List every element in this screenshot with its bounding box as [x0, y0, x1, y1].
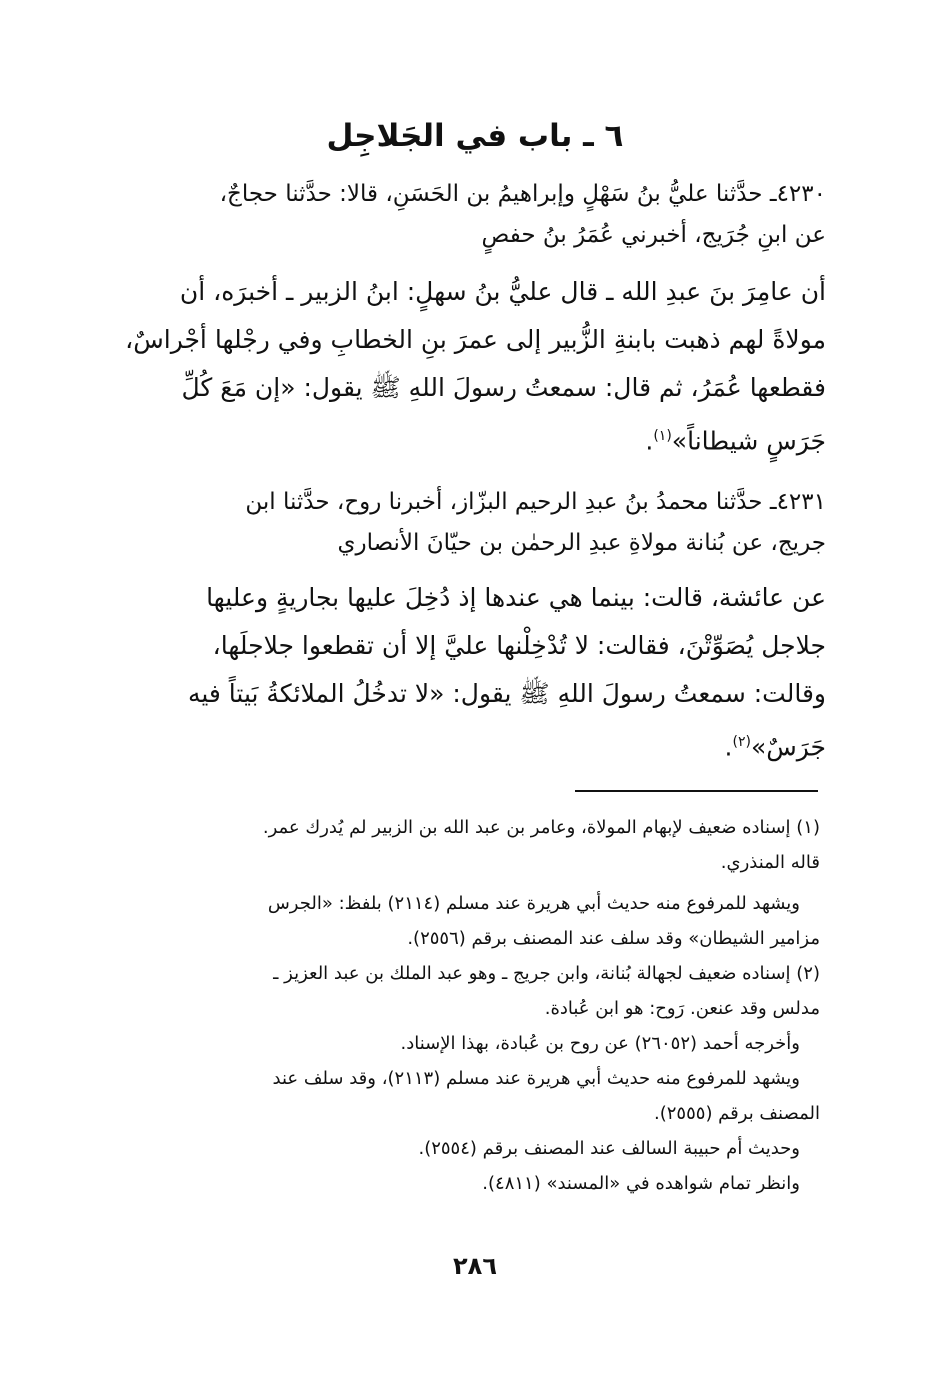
hadith-4231-matn	[108, 574, 826, 771]
matn-line-text: جَرَسٌ»	[750, 732, 826, 762]
footnote-ref-2: (٢)	[732, 734, 751, 750]
footnote-line: وأخرجه أحمد (٢٦٠٥٢) عن روح بن عُبادة، بهذا الإسناد.	[400, 1033, 800, 1054]
footnote-line: مدلس وقد عنعن. رَوح: هو ابن عُبادة.	[544, 998, 820, 1019]
footnote-line: المصنف برقم (٢٥٥٥).	[654, 1103, 820, 1124]
footnote-divider	[575, 790, 818, 792]
isnad-line: ٤٢٣١ـ حدَّثنا محمدُ بنُ عبدِ الرحيم البزّاز، أخبرنا روح، حدَّثنا ابن	[245, 489, 826, 515]
chapter-title: ٦ ـ باب في الجَلاجِل	[326, 118, 624, 154]
footnote-line: (٢) إسناده ضعيف لجهالة بُنانة، وابن جريج ـ وهو عبد الملك بن عبد العزيز ـ	[273, 963, 820, 984]
footnotes	[108, 810, 820, 1201]
isnad-line: ٤٢٣٠ـ حدَّثنا عليُّ بنُ سَهْلٍ وإبراهيمُ بن الحَسَنِ، قالا: حدَّثنا حجاجٌ،	[219, 181, 826, 207]
matn-line: مولاةً لهم ذهبت بابنةِ الزُّبير إلى عمرَ بنِ الخطابِ وفي رجْلها أجْراسٌ،	[125, 325, 826, 354]
footnote-line: مزامير الشيطان» وقد سلف عند المصنف برقم (٢٥٥٦).	[407, 928, 820, 949]
hadith-4230-matn	[108, 268, 826, 465]
isnad-line: جريج، عن بُنانة مولاةِ عبدِ الرحمٰن بن حيّانَ الأنصاري	[337, 530, 826, 556]
footnote-line: وحديث أم حبيبة السالف عند المصنف برقم (٢٥٥٤).	[418, 1138, 800, 1159]
footnote-line: ويشهد للمرفوع منه حديث أبي هريرة عند مسلم (٢١١٤) بلفظ: «الجرس	[267, 893, 800, 914]
footnote-line: (١) إسناده ضعيف لإبهام المولاة، وعامر بن عبد الله بن الزبير لم يُدرك عمر.	[262, 817, 820, 838]
isnad-line: عن ابنِ جُرَيج، أخبرني عُمَرُ بنُ حفصٍ	[481, 222, 826, 248]
matn-line: عن عائشة، قالت: بينما هي عندها إذ دُخِلَ عليها بجاريةٍ وعليها	[206, 583, 826, 612]
matn-line: وقالت: سمعتُ رسولَ اللهِ ﷺ يقول: «لا تدخُلُ الملائكةُ بَيتاً فيه	[187, 679, 826, 708]
hadith-4231-isnad	[108, 478, 826, 568]
matn-line: فقطعها عُمَرُ، ثم قال: سمعتُ رسولَ اللهِ ﷺ يقول: «إن مَعَ كُلِّ	[181, 373, 826, 402]
matn-line: جلاجل يُصَوِّتْنَ، فقالت: لا تُدْخِلْنها عليَّ إلا أن تقطعوا جلاجلَها،	[212, 631, 826, 660]
matn-line: جَرَسٌ»$^{(٢)}$.	[724, 732, 826, 762]
matn-line: جَرَسٍ شيطاناً»$^{(١)}$.	[645, 426, 826, 456]
hadith-4230-isnad	[108, 170, 826, 260]
footnote-line: قاله المنذري.	[720, 852, 820, 873]
footnote-line: وانظر تمام شواهده في «المسند» (٤٨١١).	[482, 1173, 800, 1194]
matn-line: أن عامِرَ بنَ عبدِ الله ـ قال عليُّ بنُ سهلٍ: ابنُ الزبير ـ أخبرَه، أن	[179, 277, 826, 306]
page-number: ٢٨٦	[453, 1252, 497, 1280]
footnote-ref-1: (١)	[653, 428, 672, 444]
matn-line-text: جَرَسٍ شيطاناً»	[671, 426, 826, 456]
footnote-line: ويشهد للمرفوع منه حديث أبي هريرة عند مسلم (٢١١٣)، وقد سلف عند	[272, 1068, 800, 1089]
